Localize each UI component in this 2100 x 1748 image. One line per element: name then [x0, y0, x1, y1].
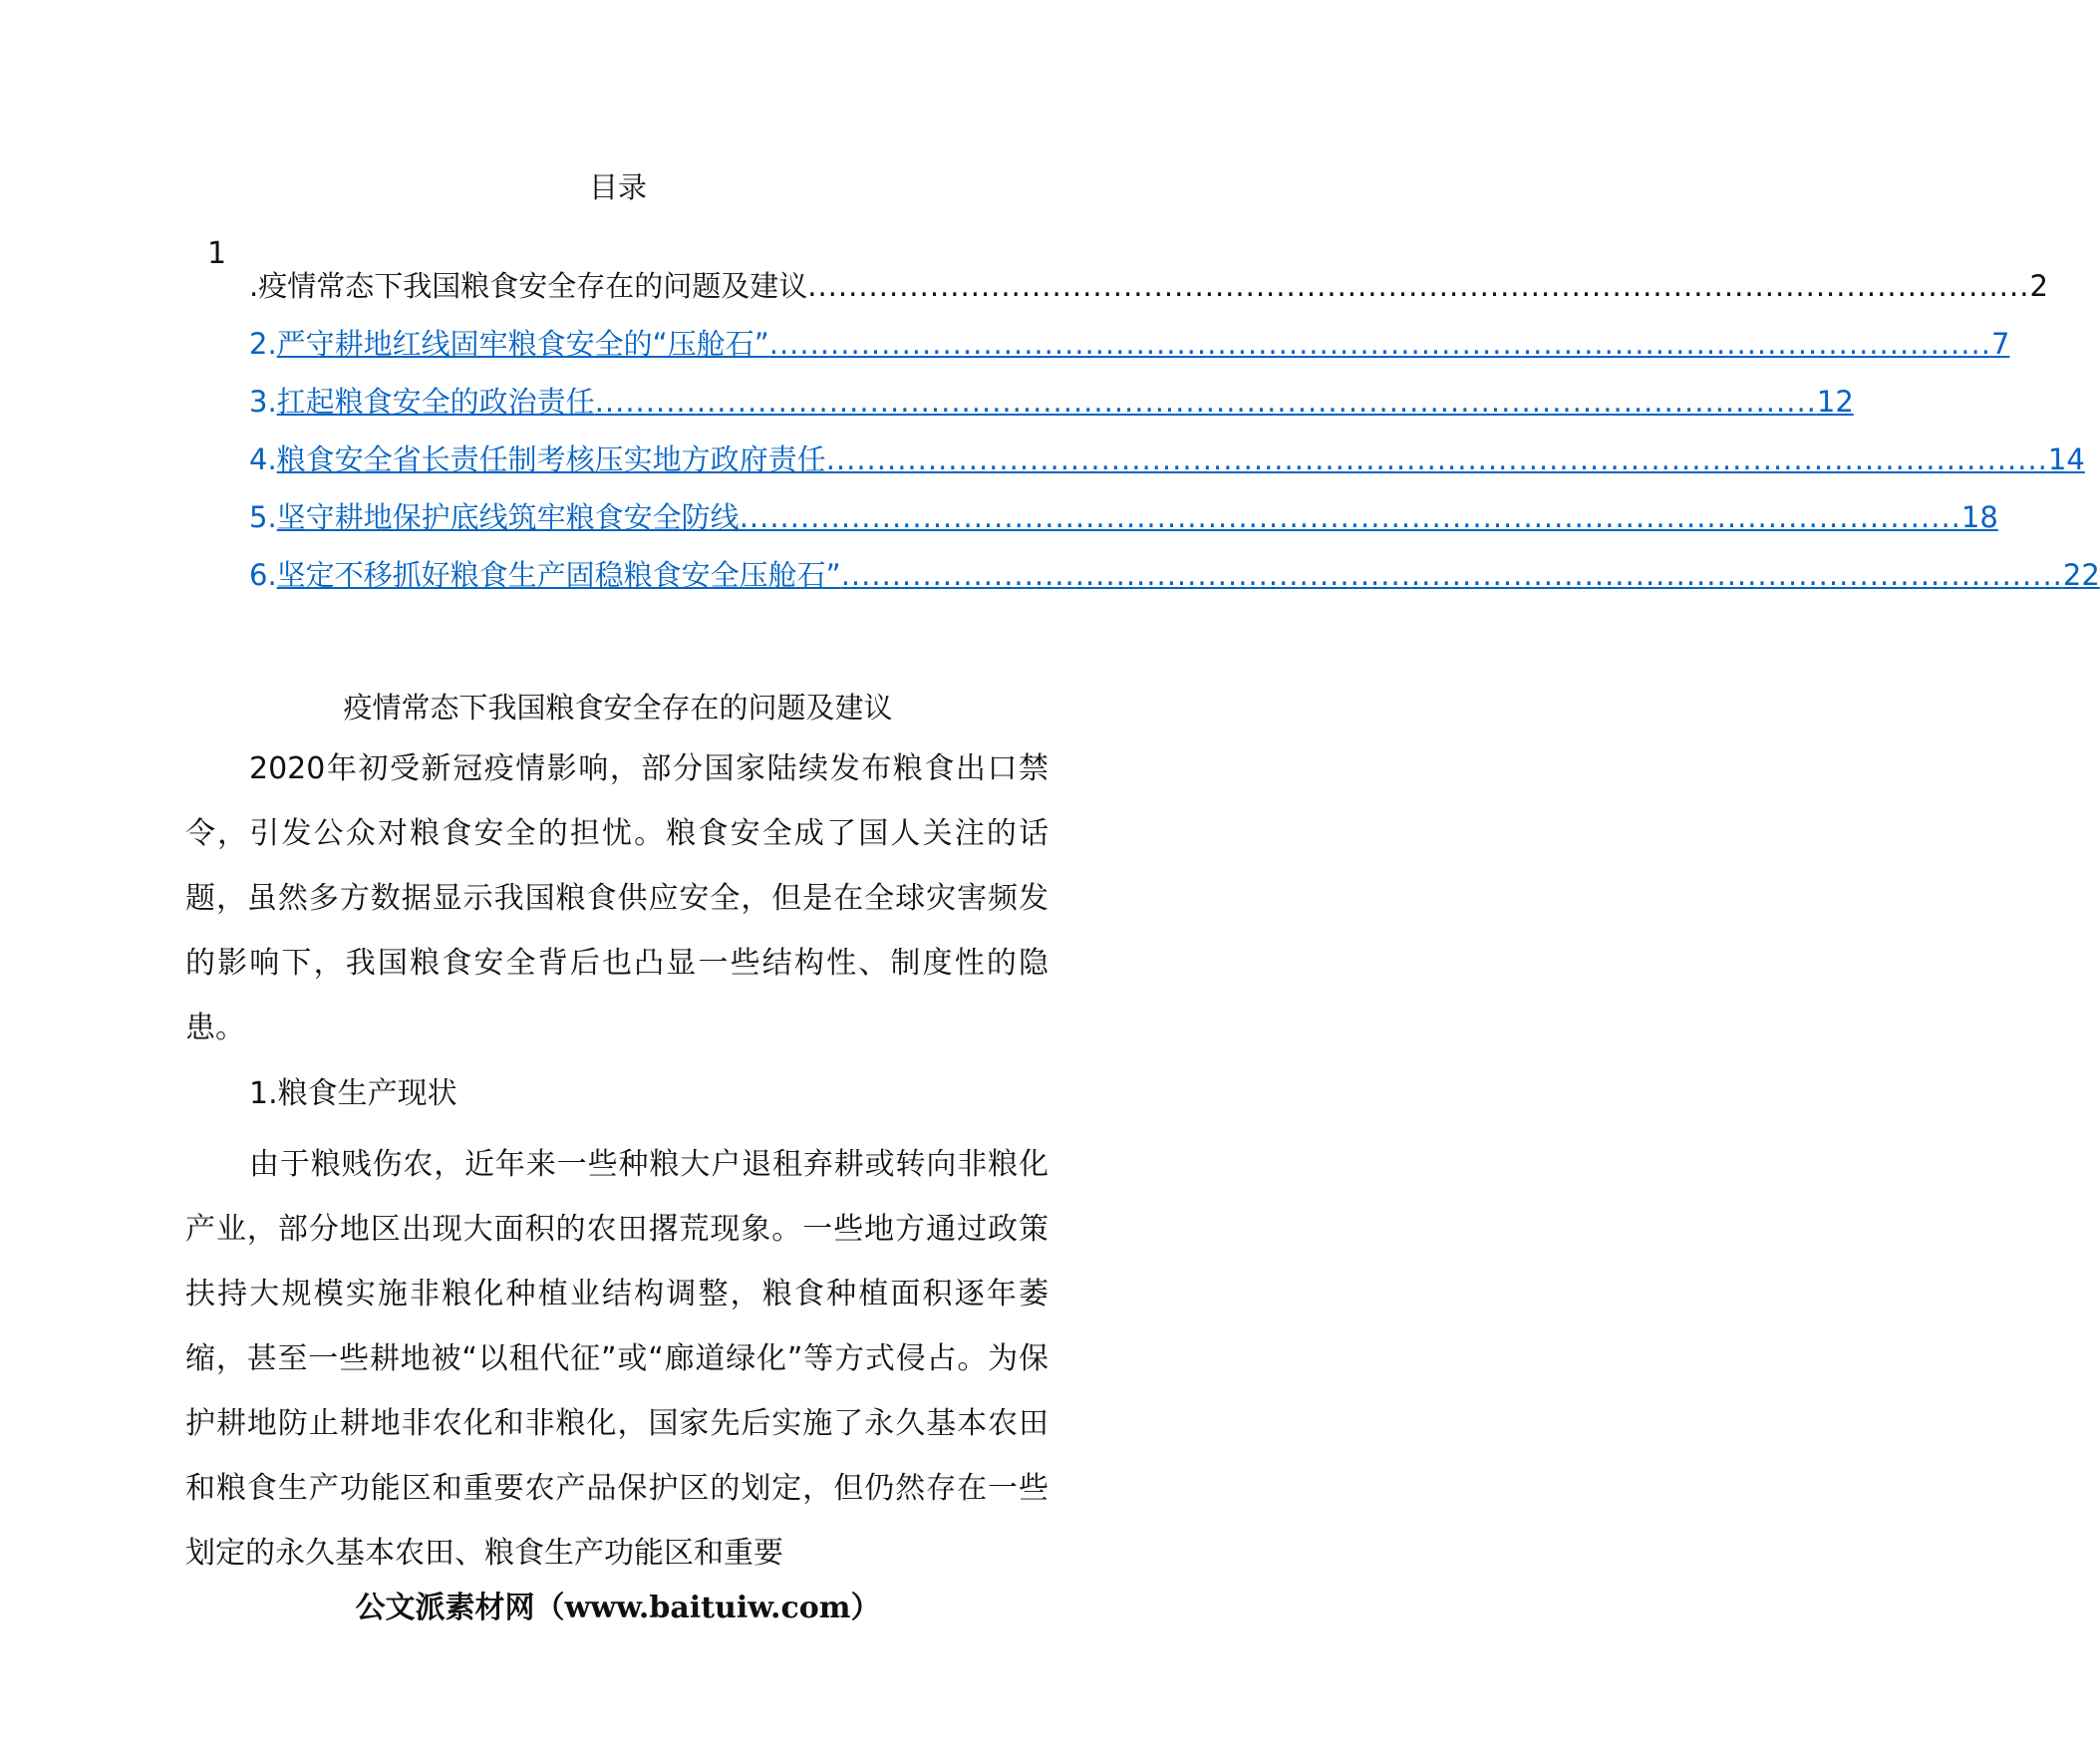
toc-entry-number: 2.	[249, 327, 277, 361]
toc-entry-number: .	[249, 269, 259, 303]
toc-dot-leader: ........................................................................................................................	[768, 327, 1991, 361]
toc-entry-link-text[interactable]: 严守耕地红线固牢粮食安全的“压舱石”	[276, 327, 769, 361]
article-intro-paragraph: 2020年初受新冠疫情影响，部分国家陆续发布粮食出口禁令，引发公众对粮食安全的担忧。粮食安全成了国人关注的话题，虽然多方数据显示我国粮食供应安全，但是在全球灾害频发的影响下，我国粮食安全背后也凸显一些结构性、制度性的隐患。	[185, 751, 1049, 1045]
toc-entry-page[interactable]: 12	[1816, 385, 1854, 419]
toc-entry-link-text[interactable]: 扛起粮食安全的政治责任	[276, 385, 595, 419]
toc-entry-number: 3.	[249, 385, 277, 419]
toc-entry-link-text[interactable]: 坚定不移抓好粮食生产固稳粮食安全压舱石”	[276, 558, 841, 592]
toc-number: 1	[207, 236, 227, 271]
toc-entry-number: 6.	[249, 558, 277, 592]
section-body-paragraph: 由于粮贱伤农，近年来一些种粮大户退租弃耕或转向非粮化产业，部分地区出现大面积的农田撂荒现象。一些地方通过政策扶持大规模实施非粮化种植业结构调整，粮食种植面积逐年萎缩，甚至一些耕地被“以租代征”或“廊道绿化”等方式侵占。为保护耕地防止耕地非农化和非粮化，国家先后实施了永久基本农田和粮食生产功能区和重要农产品保护区的划定，但仍然存在一些划定的永久基本农田、粮食生产功能区和重要	[185, 1147, 1049, 1571]
toc-entry-5[interactable]	[249, 498, 1998, 536]
toc-entry-page[interactable]: 22	[2062, 558, 2100, 592]
toc-entry-link-text[interactable]: 坚守耕地保护底线筑牢粮食安全防线	[276, 500, 740, 534]
toc-entry-3[interactable]	[249, 383, 1854, 421]
toc-entry-4[interactable]	[249, 440, 2085, 478]
toc-entry-1[interactable]	[249, 267, 2048, 305]
section-heading: 1.粮食生产现状	[249, 1076, 457, 1111]
toc-entry-text: 疫情常态下我国粮食安全存在的问题及建议	[258, 269, 808, 303]
toc-entry-number: 4.	[249, 442, 277, 476]
toc-dot-leader: ........................................................................................................................	[739, 500, 1961, 534]
toc-dot-leader: ........................................................................................................................	[840, 558, 2063, 592]
toc-title: 目录	[588, 170, 647, 204]
toc-dot-leader: ........................................................................................................................	[807, 269, 2030, 303]
toc-entry-page: 2	[2029, 269, 2048, 303]
toc-entry-page[interactable]: 18	[1960, 500, 1998, 534]
footer-watermark: 公文派素材网（www.baituiw.com）	[355, 1591, 881, 1625]
article-title: 疫情常态下我国粮食安全存在的问题及建议	[343, 691, 893, 725]
toc-dot-leader: ........................................................................................................................	[825, 442, 2048, 476]
toc-entry-number: 5.	[249, 500, 277, 534]
toc-entry-page[interactable]: 7	[1990, 327, 2010, 361]
toc-entry-link-text[interactable]: 粮食安全省长责任制考核压实地方政府责任	[276, 442, 826, 476]
toc-entry-6[interactable]	[249, 556, 2100, 594]
toc-dot-leader: ........................................................................................................................	[594, 385, 1817, 419]
toc-entry-2[interactable]	[249, 325, 2010, 363]
toc-entry-page[interactable]: 14	[2047, 442, 2085, 476]
